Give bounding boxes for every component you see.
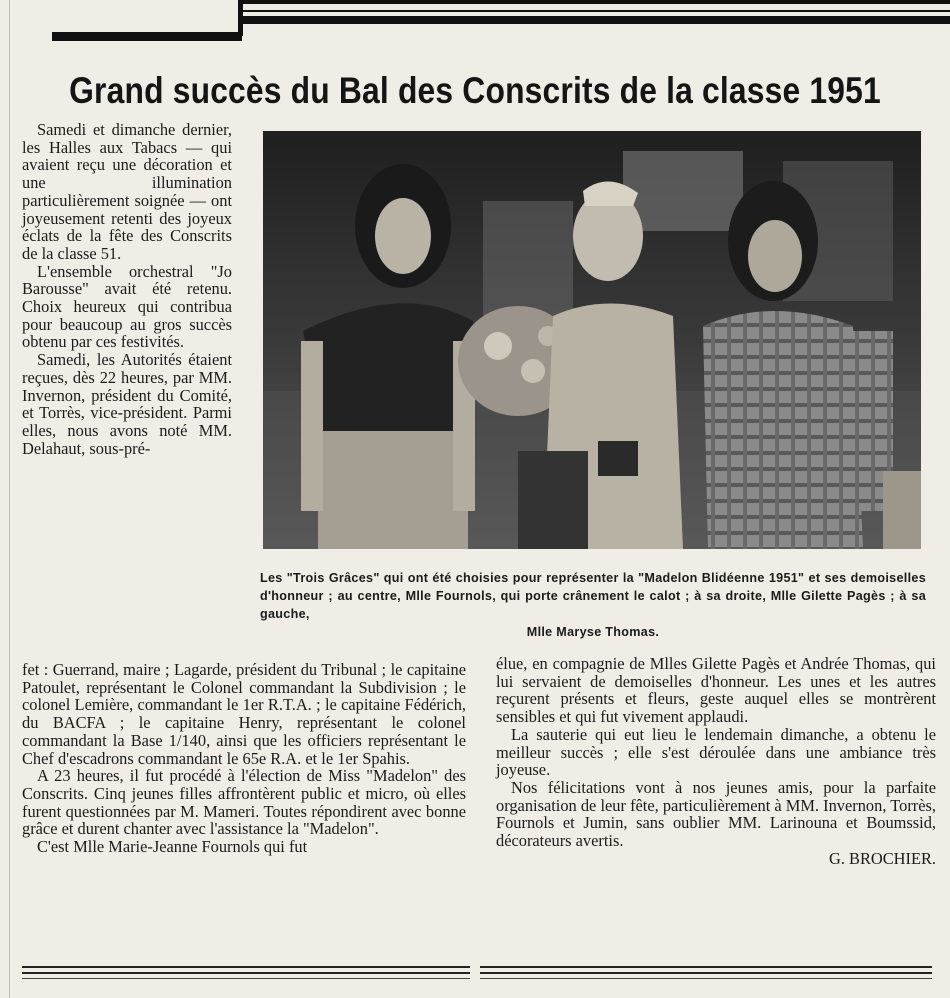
photo-caption: [260, 569, 926, 641]
bottom-rule-gap: [470, 962, 480, 984]
paragraph: A 23 heures, il fut procédé à l'élection de Miss "Madelon" des Conscrits. Cinq jeunes filles affrontèrent public et micro, où elles furent questionnées par M. Mameri. Toutes répondirent avec bonne grâce et durent chanter avec l'assistance la "Madelon".: [22, 766, 466, 839]
corner-rule-horizontal: [52, 32, 242, 41]
paragraph: élue, en compagnie de Mlles Gilette Pagès et Andrée Thomas, qui lui servaient de demoiselles d'honneur. Les unes et les autres reçurent présents et fleurs, geste auquel elles se montrèrent sensibles et qui fut vivement applaudi.: [496, 654, 936, 727]
article-column-2: [496, 655, 936, 867]
top-rule-mid: [238, 10, 950, 12]
top-rule-thin: [238, 0, 950, 4]
author-signature: G. BROCHIER.: [828, 848, 936, 868]
paragraph: C'est Mlle Marie-Jeanne Fournols qui fut: [37, 837, 308, 857]
article-column-1-bottom: [22, 661, 466, 856]
paragraph: La sauterie qui eut lieu le lendemain dimanche, a obtenu le meilleur succès ; elle s'est déroulée dans une ambiance très joyeuse.: [496, 724, 936, 780]
corner-rule-vertical: [238, 0, 243, 36]
caption-text: Les "Trois Grâces" qui ont été choisies pour représenter la "Madelon Blidéenne 1951" et ses demoiselles d'honneur ; au centre, Mlle Fournols, qui porte crânement le calot ; à sa droite, Mlle Gilette Pagès ; à sa gauche,: [260, 571, 926, 621]
paragraph: L'ensemble orchestral "Jo Barousse" avait été retenu. Choix heureux qui contribua pour beaucoup au gros succès obtenu par ces festivités.: [22, 261, 232, 352]
paragraph: fet : Guerrand, maire ; Lagarde, président du Tribunal ; le capitaine Patoulet, représentant le Colonel commandant la Subdivision ; le colonel Lemière, commandant le 1er R.T.A. ; le capitaine Fédérich, du BACFA ; le capitaine Henry, représentant le colonel commandant la Base 1/140, ainsi que les officiers représentant le Chef d'escadrons commandant le 65e R.A. et le 1er Spahis.: [22, 660, 466, 768]
paragraph: Nos félicitations vont à nos jeunes amis, pour la parfaite organisation de leur fête, particulièrement à MM. Invernon, Torrès, Fournols et Jumin, sans oublier MM. Larinouna et Boumssid, décorateurs avertis.: [496, 777, 936, 851]
news-photo: [263, 131, 921, 549]
article-column-1: [22, 121, 232, 457]
page-edge-rule: [9, 0, 10, 998]
headline: Grand succès du Bal des Conscrits de la classe 1951: [69, 70, 881, 111]
paragraph: Samedi, les Autorités étaient reçues, dès 22 heures, par MM. Invernon, président du Comité, et Torrès, vice-président. Parmi elles, nous avons noté MM. Delahaut, sous-pré-: [22, 350, 232, 458]
photo-three-women: [263, 131, 921, 549]
caption-last-line: Mlle Maryse Thomas.: [526, 625, 660, 639]
top-rule-thick: [238, 16, 950, 24]
paragraph: Samedi et dimanche dernier, les Halles aux Tabacs — qui avaient reçu une décoration et une illumination particulièrement soignée — ont joyeusement retenti des joyeux éclats de la fête des Conscrits de la classe 51.: [22, 120, 232, 263]
